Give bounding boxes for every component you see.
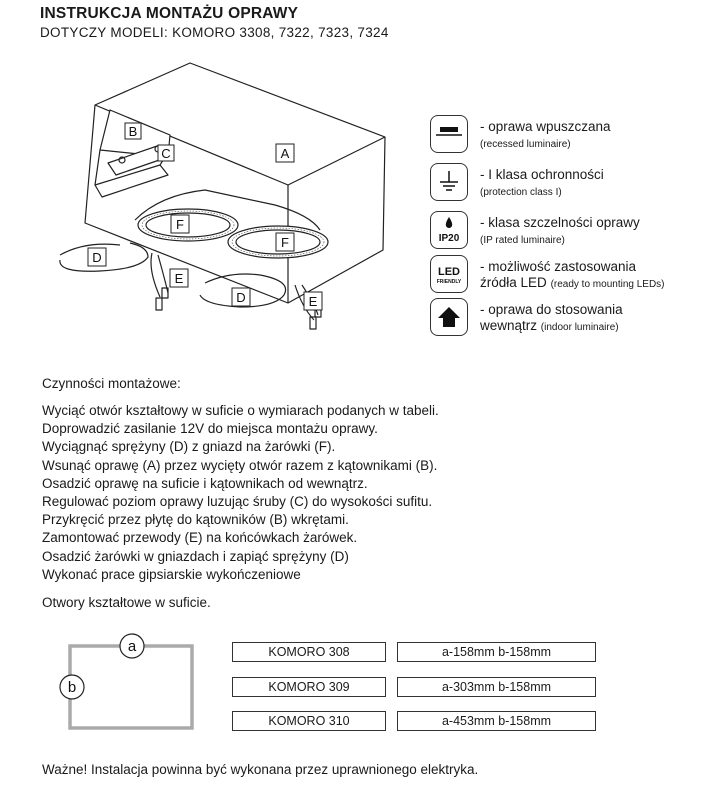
label-b: B [128, 124, 138, 139]
legend-sub: (ready to mounting LEDs) [550, 279, 665, 290]
holes-heading: Otwory kształtowe w suficie. [42, 595, 211, 610]
table-cell-dims: a-158mm b-158mm [397, 642, 596, 662]
label-a: A [280, 146, 290, 161]
instruction-step: Osadzić żarówki w gniazdach i zapiąć sprężyny (D) [42, 548, 349, 564]
table-cell-model: KOMORO 308 [232, 642, 386, 662]
label-f2: F [281, 235, 289, 250]
ip20-label: IP20 [438, 233, 460, 244]
legend-text-2: wewnątrz [480, 318, 538, 333]
legend-text-2: źródła LED [480, 275, 547, 290]
instruction-step: Wsunąć oprawę (A) przez wycięty otwór razem z kątownikami (B). [42, 457, 438, 473]
label-e2: E [308, 294, 318, 309]
legend-sub: (IP rated luminaire) [480, 235, 565, 246]
legend-text: - oprawa wpuszczana [480, 119, 611, 134]
luminaire-diagram [40, 45, 400, 330]
instruction-step: Zamontować przewody (E) na końcówkach żarówek. [42, 530, 358, 546]
table-cell-dims: a-453mm b-158mm [397, 711, 596, 731]
recessed-luminaire-icon [430, 115, 468, 153]
warning-note: Ważne! Instalacja powinna być wykonana przez uprawnionego elektryka. [42, 762, 479, 777]
instruction-step: Wykonać prace gipsiarskie wykończeniowe [42, 566, 301, 582]
page-title: INSTRUKCJA MONTAŻU OPRAWY [40, 5, 299, 22]
legend-text: - klasa szczelności oprawy [480, 215, 640, 230]
friendly-label: FRIENDLY [436, 279, 462, 285]
label-d2: D [236, 290, 246, 305]
instruction-step: Regulować poziom oprawy luzując śruby (C) do wysokości sufitu. [42, 494, 433, 510]
label-e1: E [174, 271, 184, 286]
instructions-heading: Czynności montażowe: [42, 376, 181, 391]
legend-sub: (recessed luminaire) [480, 139, 571, 150]
indoor-luminaire-icon [430, 298, 468, 336]
table-cell-model: KOMORO 310 [232, 711, 386, 731]
instruction-step: Doprowadzić zasilanie 12V do miejsca montażu oprawy. [42, 421, 378, 437]
legend-sub: (indoor luminaire) [540, 322, 619, 333]
led-friendly-icon [430, 255, 468, 293]
instruction-step: Wyciąć otwór kształtowy w suficie o wymiarach podanych w tabeli. [42, 403, 439, 418]
page-subtitle: DOTYCZY MODELI: KOMORO 3308, 7322, 7323, 7324 [40, 25, 389, 40]
led-label: LED [438, 266, 460, 278]
table-cell-dims: a-303mm b-158mm [397, 677, 596, 697]
ip20-icon [430, 211, 468, 249]
legend-text: - możliwość zastosowania [480, 259, 637, 274]
instructions-list [42, 402, 439, 584]
instruction-step: Przykręcić przez płytę do kątowników (B) wkrętami. [42, 512, 349, 528]
label-d1: D [92, 250, 102, 265]
legend-text: - oprawa do stosowania [480, 302, 623, 317]
hole-shape-diagram [55, 630, 200, 735]
protection-class-icon [430, 163, 468, 201]
table-cell-model: KOMORO 309 [232, 677, 386, 697]
instruction-step: Wyciągnąć sprężyny (D) z gniazd na żarówki (F). [42, 439, 336, 455]
label-f1: F [176, 217, 184, 232]
label-c: C [161, 146, 171, 161]
legend-text: - I klasa ochronności [480, 167, 604, 182]
label-b-dim: b [67, 679, 77, 696]
instruction-step: Osadzić oprawę na suficie i kątownikach od wewnątrz. [42, 475, 368, 491]
label-a-dim: a [127, 638, 137, 655]
legend-sub: (protection class I) [480, 187, 562, 198]
